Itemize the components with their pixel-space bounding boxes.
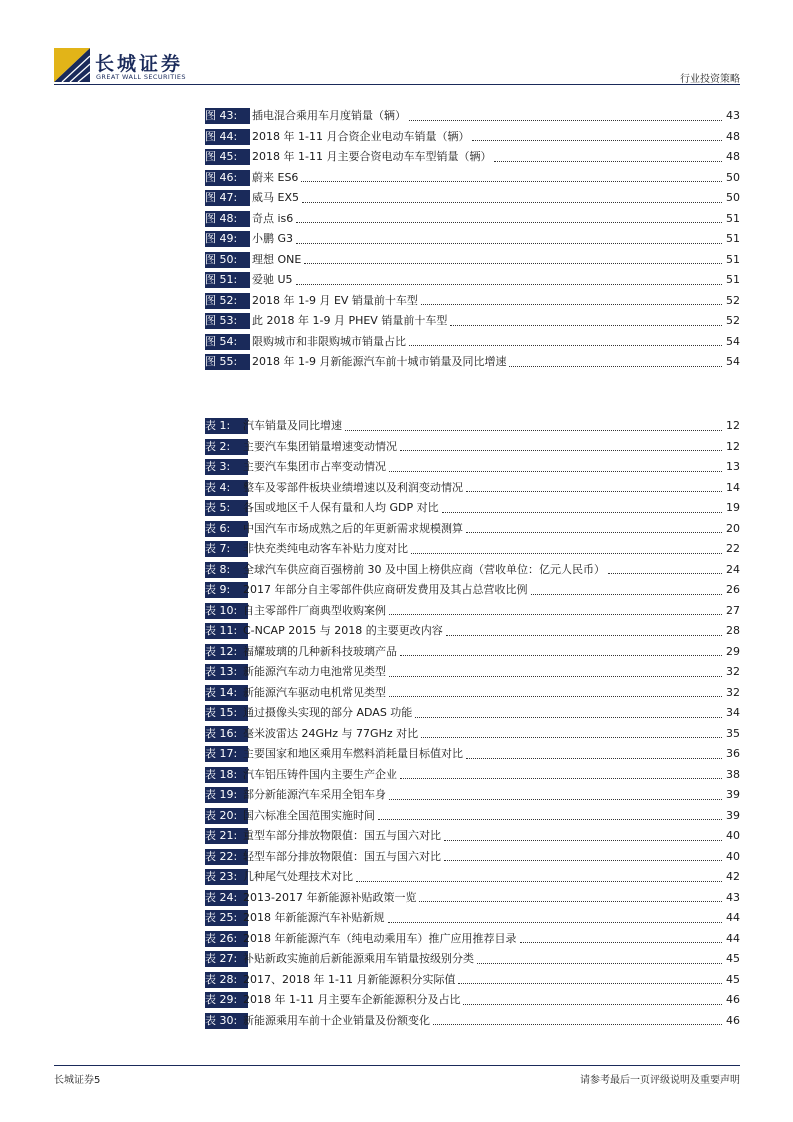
entry-prefix: 表 12:: [205, 644, 238, 658]
entry-prefix: 表 29:: [205, 993, 238, 1006]
dot-leader: [296, 222, 722, 223]
entry-page-number: 36: [726, 747, 740, 760]
entry-title: 2018 年新能源汽车补贴新规: [243, 911, 385, 924]
table-entry[interactable]: [205, 908, 740, 929]
company-logo-icon: [54, 48, 90, 82]
table-entry[interactable]: [205, 662, 740, 683]
dot-leader: [304, 263, 722, 264]
dot-leader: [378, 819, 722, 820]
dot-leader: [400, 450, 722, 451]
entry-title: 插电混合乘用车月度销量（辆）: [252, 109, 406, 122]
entry-page-number: 52: [726, 314, 740, 327]
entry-prefix: 图 50:: [205, 252, 238, 266]
dot-leader: [520, 942, 723, 943]
entry-title: 2018 年 1-11 月主要车企新能源积分及占比: [243, 993, 461, 1006]
entry-title: 2017、2018 年 1-11 月新能源积分实际值: [243, 972, 456, 986]
entry-title: 福耀玻璃的几种新科技玻璃产品: [243, 644, 397, 658]
table-entry[interactable]: [205, 601, 740, 622]
dot-leader: [356, 881, 722, 882]
entry-prefix: 表 25:: [205, 911, 238, 924]
entry-prefix: 图 54:: [205, 334, 238, 348]
table-entry[interactable]: [205, 765, 740, 786]
entry-page-number: 51: [726, 232, 740, 245]
entry-prefix: 表 14:: [205, 685, 238, 699]
entry-title: 蔚来 ES6: [252, 170, 299, 184]
entry-page-number: 22: [726, 542, 740, 555]
table-entry[interactable]: [205, 478, 740, 499]
dot-leader: [296, 243, 722, 244]
entry-title: 新能源汽车驱动电机常见类型: [243, 685, 386, 699]
entry-page-number: 46: [726, 993, 740, 1006]
entry-prefix: 表 27:: [205, 952, 238, 965]
entry-page-number: 48: [726, 129, 740, 143]
entry-title: C-NCAP 2015 与 2018 的主要更改内容: [243, 624, 443, 637]
figure-entry[interactable]: [205, 127, 740, 148]
dot-leader: [466, 758, 722, 759]
entry-prefix: 表 13:: [205, 665, 238, 678]
dot-leader: [463, 1004, 722, 1005]
entry-page-number: 44: [726, 911, 740, 924]
entry-page-number: 44: [726, 931, 740, 945]
entry-title: 2017 年部分自主零部件供应商研发费用及其占总营收比例: [243, 583, 528, 596]
entry-prefix: 表 21:: [205, 829, 238, 842]
table-entry[interactable]: [205, 560, 740, 581]
entry-page-number: 51: [726, 273, 740, 286]
entry-title: 全球汽车供应商百强榜前 30 及中国上榜供应商（营收单位：亿元人民币）: [243, 562, 605, 576]
footer-brand-page: 长城证券5: [54, 1075, 101, 1086]
table-entry[interactable]: [205, 724, 740, 745]
entry-prefix: 表 22:: [205, 849, 238, 863]
entry-prefix: 表 18:: [205, 767, 238, 781]
table-entry[interactable]: [205, 498, 740, 519]
entry-title: 奇点 is6: [252, 211, 294, 225]
table-entry[interactable]: [205, 416, 740, 437]
dot-leader: [388, 922, 723, 923]
dot-leader: [446, 635, 722, 636]
entry-title: 爱驰 U5: [252, 273, 293, 286]
dot-leader: [472, 140, 722, 141]
entry-page-number: 27: [726, 603, 740, 617]
entry-prefix: 图 46:: [205, 170, 238, 184]
entry-prefix: 图 47:: [205, 191, 238, 204]
entry-prefix: 表 20:: [205, 808, 238, 822]
entry-page-number: 26: [726, 583, 740, 596]
table-entry[interactable]: [205, 621, 740, 642]
entry-page-number: 32: [726, 665, 740, 678]
entry-page-number: 46: [726, 1013, 740, 1027]
table-entry[interactable]: [205, 990, 740, 1011]
table-entry[interactable]: [205, 580, 740, 601]
entry-prefix: 图 48:: [205, 211, 238, 225]
entry-prefix: 图 44:: [205, 129, 238, 143]
entry-prefix: 表 15:: [205, 706, 238, 719]
entry-prefix: 表 3:: [205, 460, 231, 473]
dot-leader: [466, 491, 722, 492]
entry-page-number: 34: [726, 706, 740, 719]
entry-prefix: 表 7:: [205, 542, 231, 555]
entry-title: 主要汽车集团市占率变动情况: [243, 460, 386, 473]
dot-leader: [421, 737, 722, 738]
dot-leader: [415, 717, 722, 718]
table-entry[interactable]: [205, 703, 740, 724]
entry-title: 主要汽车集团销量增速变动情况: [243, 439, 397, 453]
entry-prefix: 图 52:: [205, 293, 238, 307]
entry-page-number: 13: [726, 460, 740, 473]
dot-leader: [421, 304, 722, 305]
dot-leader: [409, 345, 722, 346]
table-entry[interactable]: [205, 826, 740, 847]
figure-entry[interactable]: [205, 168, 740, 189]
figure-entry[interactable]: [205, 291, 740, 312]
document-type: 行业投资策略: [680, 74, 740, 85]
brand-name-en: GREAT WALL SECURITIES: [96, 73, 186, 81]
dot-leader: [296, 284, 722, 285]
entry-title: 小鹏 G3: [252, 232, 294, 245]
table-entry[interactable]: [205, 683, 740, 704]
dot-leader: [400, 778, 722, 779]
entry-page-number: 38: [726, 767, 740, 781]
footer-divider: [54, 1065, 740, 1066]
entry-title: 2018 年 1-9 月新能源汽车前十城市销量及同比增速: [252, 355, 507, 368]
dot-leader: [301, 181, 722, 182]
dot-leader: [389, 614, 722, 615]
entry-title: 2018 年新能源汽车（纯电动乘用车）推广应用推荐目录: [243, 931, 517, 945]
entry-title: 汽车铝压铸件国内主要生产企业: [243, 767, 397, 781]
table-entry[interactable]: [205, 519, 740, 540]
entry-prefix: 表 28:: [205, 972, 238, 986]
entry-prefix: 图 49:: [205, 232, 238, 245]
entry-title: 主要国家和地区乘用车燃料消耗量目标值对比: [243, 747, 463, 760]
dot-leader: [389, 676, 722, 677]
table-entry[interactable]: [205, 457, 740, 478]
entry-page-number: 39: [726, 808, 740, 822]
entry-title: 毫米波雷达 24GHz 与 77GHz 对比: [243, 726, 419, 740]
figure-entry[interactable]: [205, 332, 740, 353]
entry-page-number: 24: [726, 562, 740, 576]
entry-prefix: 表 26:: [205, 931, 238, 945]
entry-page-number: 29: [726, 644, 740, 658]
table-entry[interactable]: [205, 744, 740, 765]
entry-prefix: 表 17:: [205, 747, 238, 760]
entry-prefix: 表 11:: [205, 624, 238, 637]
header-divider: [54, 84, 740, 85]
dot-leader: [442, 512, 722, 513]
entry-title: 2018 年 1-11 月主要合资电动车车型销量（辆）: [252, 150, 492, 163]
dot-leader: [411, 553, 722, 554]
entry-prefix: 表 8:: [205, 562, 231, 576]
entry-page-number: 28: [726, 624, 740, 637]
entry-prefix: 图 45:: [205, 150, 238, 163]
entry-prefix: 表 24:: [205, 890, 238, 904]
entry-prefix: 图 51:: [205, 273, 238, 286]
entry-title: 自主零部件厂商典型收购案例: [243, 603, 386, 617]
entry-page-number: 45: [726, 972, 740, 986]
entry-title: 汽车销量及同比增速: [243, 419, 342, 432]
entry-title: 重型车部分排放物限值：国五与国六对比: [243, 829, 441, 842]
entry-title: 部分新能源汽车采用全铝车身: [243, 788, 386, 801]
dot-leader: [302, 202, 722, 203]
dot-leader: [400, 655, 722, 656]
entry-prefix: 表 5:: [205, 501, 231, 514]
dot-leader: [509, 366, 722, 367]
figure-index: [205, 106, 740, 373]
entry-page-number: 45: [726, 952, 740, 965]
dot-leader: [345, 430, 722, 431]
entry-title: 国六标准全国范围实施时间: [243, 808, 375, 822]
entry-page-number: 12: [726, 419, 740, 432]
entry-title: 限购城市和非限购城市销量占比: [252, 334, 406, 348]
entry-page-number: 20: [726, 521, 740, 535]
entry-page-number: 19: [726, 501, 740, 514]
table-entry[interactable]: [205, 1011, 740, 1032]
entry-prefix: 表 1:: [205, 419, 231, 432]
entry-title: 中国汽车市场成熟之后的年更新需求规模测算: [243, 521, 463, 535]
dot-leader: [494, 161, 722, 162]
entry-title: 补贴新政实施前后新能源乘用车销量按级别分类: [243, 952, 474, 965]
figure-entry[interactable]: [205, 188, 740, 209]
entry-title: 通过摄像头实现的部分 ADAS 功能: [243, 706, 413, 719]
dot-leader: [389, 799, 722, 800]
entry-page-number: 43: [726, 890, 740, 904]
entry-prefix: 图 43:: [205, 109, 238, 122]
figure-entry[interactable]: [205, 209, 740, 230]
entry-prefix: 表 4:: [205, 480, 231, 494]
entry-title: 威马 EX5: [252, 191, 299, 204]
entry-page-number: 40: [726, 849, 740, 863]
table-entry[interactable]: [205, 888, 740, 909]
table-entry[interactable]: [205, 806, 740, 827]
entry-page-number: 48: [726, 150, 740, 163]
entry-page-number: 42: [726, 870, 740, 883]
entry-prefix: 表 2:: [205, 439, 231, 453]
entry-title: 各国或地区千人保有量和人均 GDP 对比: [243, 501, 439, 514]
entry-title: 整车及零部件板块业绩增速以及利润变动情况: [243, 480, 463, 494]
figure-entry[interactable]: [205, 311, 740, 332]
entry-page-number: 35: [726, 726, 740, 740]
entry-prefix: 表 6:: [205, 521, 231, 535]
dot-leader: [466, 532, 722, 533]
entry-title: 新能源乘用车前十企业销量及份额变化: [243, 1013, 430, 1027]
entry-title: 轻型车部分排放物限值：国五与国六对比: [243, 849, 441, 863]
entry-prefix: 表 10:: [205, 603, 238, 617]
dot-leader: [389, 696, 722, 697]
entry-title: 非快充类纯电动客车补贴力度对比: [243, 542, 408, 555]
entry-page-number: 51: [726, 252, 740, 266]
entry-prefix: 表 19:: [205, 788, 238, 801]
dot-leader: [608, 573, 722, 574]
entry-prefix: 表 30:: [205, 1013, 238, 1027]
entry-page-number: 54: [726, 334, 740, 348]
entry-page-number: 51: [726, 211, 740, 225]
entry-page-number: 32: [726, 685, 740, 699]
table-entry[interactable]: [205, 847, 740, 868]
figure-entry[interactable]: [205, 229, 740, 250]
dot-leader: [389, 471, 722, 472]
dot-leader: [477, 963, 722, 964]
figure-entry[interactable]: [205, 106, 740, 127]
dot-leader: [450, 325, 722, 326]
entry-title: 此 2018 年 1-9 月 PHEV 销量前十车型: [252, 314, 448, 327]
dot-leader: [433, 1024, 722, 1025]
entry-page-number: 40: [726, 829, 740, 842]
figure-entry[interactable]: [205, 250, 740, 271]
figure-entry[interactable]: [205, 352, 740, 373]
entry-page-number: 43: [726, 109, 740, 122]
dot-leader: [458, 983, 722, 984]
entry-page-number: 12: [726, 439, 740, 453]
entry-title: 理想 ONE: [252, 252, 302, 266]
entry-page-number: 14: [726, 480, 740, 494]
entry-title: 2018 年 1-11 月合资企业电动车销量（辆）: [252, 129, 470, 143]
entry-title: 新能源汽车动力电池常见类型: [243, 665, 386, 678]
figure-entry[interactable]: [205, 147, 740, 168]
dot-leader: [409, 120, 722, 121]
table-entry[interactable]: [205, 785, 740, 806]
dot-leader: [419, 901, 722, 902]
table-entry[interactable]: [205, 437, 740, 458]
table-entry[interactable]: [205, 970, 740, 991]
entry-page-number: 50: [726, 191, 740, 204]
entry-title: 几种尾气处理技术对比: [243, 870, 353, 883]
entry-prefix: 表 16:: [205, 726, 238, 740]
dot-leader: [444, 860, 722, 861]
dot-leader: [444, 840, 722, 841]
entry-page-number: 39: [726, 788, 740, 801]
figure-entry[interactable]: [205, 270, 740, 291]
entry-page-number: 54: [726, 355, 740, 368]
entry-prefix: 表 23:: [205, 870, 238, 883]
entry-prefix: 图 55:: [205, 355, 238, 368]
table-entry[interactable]: [205, 949, 740, 970]
table-entry[interactable]: [205, 539, 740, 560]
dot-leader: [531, 594, 723, 595]
table-entry[interactable]: [205, 929, 740, 950]
entry-prefix: 图 53:: [205, 314, 238, 327]
entry-prefix: 表 9:: [205, 583, 231, 596]
entry-title: 2018 年 1-9 月 EV 销量前十车型: [252, 293, 418, 307]
entry-page-number: 50: [726, 170, 740, 184]
footer-disclaimer: 请参考最后一页评级说明及重要声明: [580, 1075, 740, 1086]
table-index: [205, 416, 740, 1031]
table-entry[interactable]: [205, 867, 740, 888]
table-entry[interactable]: [205, 642, 740, 663]
brand-name-cn: 长城证券: [95, 53, 184, 75]
entry-title: 2013-2017 年新能源补贴政策一览: [243, 890, 417, 904]
entry-page-number: 52: [726, 293, 740, 307]
